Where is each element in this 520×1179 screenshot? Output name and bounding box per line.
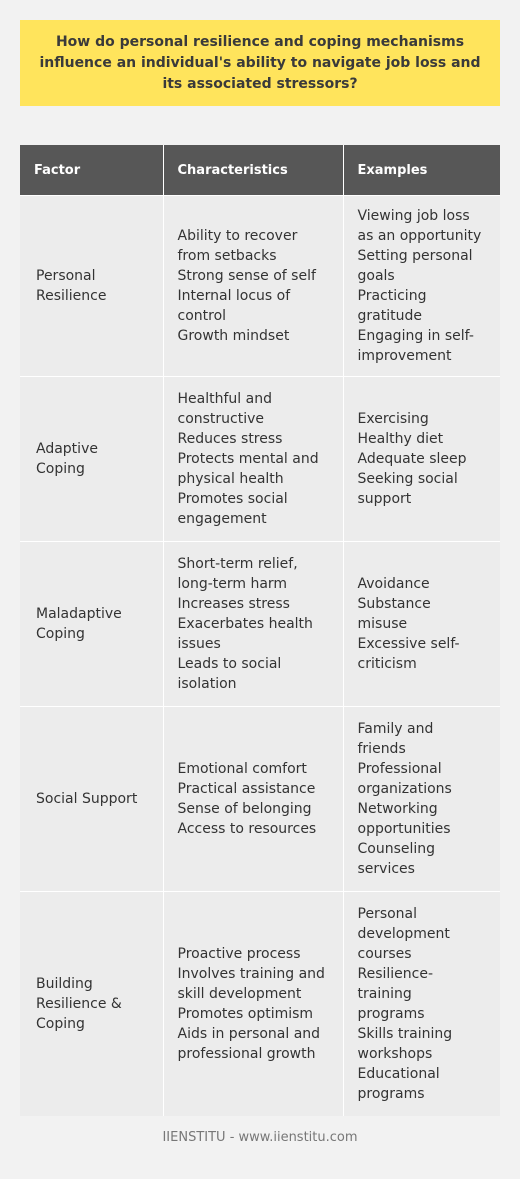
example-line: Viewing job loss bbox=[357, 208, 470, 224]
example-line: gratitude bbox=[357, 308, 422, 324]
characteristic-line: Strong sense of self bbox=[177, 268, 316, 284]
example-line: programs bbox=[357, 1005, 425, 1022]
example-line: Setting personal bbox=[357, 248, 473, 264]
characteristics-cell bbox=[163, 377, 343, 542]
characteristics-cell bbox=[163, 542, 343, 707]
characteristics-cell bbox=[163, 196, 343, 377]
example-line: misuse bbox=[357, 616, 408, 632]
characteristic-line: control bbox=[177, 308, 227, 324]
characteristic-line: Growth mindset bbox=[177, 328, 290, 344]
table-row bbox=[20, 707, 500, 892]
characteristic-line: engagement bbox=[177, 511, 267, 527]
characteristic-line: skill development bbox=[177, 985, 302, 1002]
factor-line: Maladaptive bbox=[36, 606, 122, 622]
table-row bbox=[20, 196, 500, 377]
example-line: services bbox=[357, 861, 415, 877]
characteristic-line: isolation bbox=[177, 676, 237, 692]
characteristics-cell bbox=[163, 892, 343, 1116]
characteristic-line: Access to resources bbox=[177, 821, 317, 837]
example-line: Seeking social bbox=[357, 471, 458, 487]
example-line: organizations bbox=[357, 781, 452, 797]
factor-line: Adaptive bbox=[36, 441, 98, 457]
factor-line: Resilience & bbox=[36, 995, 122, 1012]
page-title: How do personal resilience and coping mechanisms influence an individual's ability to navigate job loss and its associated stressors? bbox=[39, 33, 481, 92]
characteristic-line: Reduces stress bbox=[177, 431, 283, 447]
examples-cell bbox=[343, 196, 500, 377]
table-header-row bbox=[20, 145, 500, 196]
factor-cell bbox=[20, 892, 163, 1116]
title-banner bbox=[20, 20, 500, 106]
characteristic-line: Promotes optimism bbox=[177, 1005, 314, 1022]
characteristic-line: Ability to recover bbox=[177, 228, 298, 244]
example-line: Exercising bbox=[357, 411, 429, 427]
characteristics-cell bbox=[163, 707, 343, 892]
example-line: Personal bbox=[357, 905, 418, 922]
characteristic-line: physical health bbox=[177, 471, 284, 487]
example-line: Practicing bbox=[357, 288, 427, 304]
characteristic-line: professional growth bbox=[177, 1045, 316, 1062]
factor-line: Personal bbox=[36, 268, 96, 284]
header-characteristics: Characteristics bbox=[163, 145, 343, 196]
example-line: opportunities bbox=[357, 821, 451, 837]
factors-table bbox=[20, 145, 500, 1116]
table-row bbox=[20, 892, 500, 1116]
characteristic-line: Leads to social bbox=[177, 656, 282, 672]
characteristic-line: Exacerbates health bbox=[177, 616, 313, 632]
example-line: Professional bbox=[357, 761, 442, 777]
header-factor: Factor bbox=[20, 145, 163, 196]
factor-cell bbox=[20, 377, 163, 542]
characteristic-line: Involves training and bbox=[177, 965, 325, 982]
characteristic-line: Internal locus of bbox=[177, 288, 291, 304]
characteristic-line: Emotional comfort bbox=[177, 761, 307, 777]
characteristic-line: Sense of belonging bbox=[177, 801, 312, 817]
examples-cell bbox=[343, 377, 500, 542]
example-line: Counseling bbox=[357, 841, 436, 857]
example-line: training bbox=[357, 985, 412, 1002]
header-examples: Examples bbox=[343, 145, 500, 196]
example-line: development bbox=[357, 925, 450, 942]
example-line: Engaging in self- bbox=[357, 328, 474, 344]
examples-cell bbox=[343, 707, 500, 892]
characteristic-line: Aids in personal and bbox=[177, 1025, 321, 1042]
factor-cell bbox=[20, 707, 163, 892]
example-line: goals bbox=[357, 268, 395, 284]
characteristic-line: Short-term relief, bbox=[177, 556, 298, 572]
factor-cell bbox=[20, 196, 163, 377]
example-line: workshops bbox=[357, 1045, 433, 1062]
characteristic-line: Increases stress bbox=[177, 596, 290, 612]
example-line: Substance bbox=[357, 596, 431, 612]
factor-line: Coping bbox=[36, 1015, 85, 1032]
examples-cell bbox=[343, 892, 500, 1116]
factor-cell bbox=[20, 542, 163, 707]
characteristic-line: long-term harm bbox=[177, 576, 288, 592]
example-line: Avoidance bbox=[357, 576, 430, 592]
characteristic-line: Proactive process bbox=[177, 945, 301, 962]
example-line: Family and bbox=[357, 721, 434, 737]
characteristic-line: issues bbox=[177, 636, 221, 652]
table-row bbox=[20, 377, 500, 542]
characteristic-line: constructive bbox=[177, 411, 265, 427]
example-line: Excessive self- bbox=[357, 636, 460, 652]
characteristic-line: from setbacks bbox=[177, 248, 277, 264]
characteristic-line: Protects mental and bbox=[177, 451, 319, 467]
factor-line: Coping bbox=[36, 626, 85, 642]
characteristic-line: Healthful and bbox=[177, 391, 272, 407]
factor-line: Resilience bbox=[36, 288, 107, 304]
table-row bbox=[20, 542, 500, 707]
factor-line: Building bbox=[36, 975, 93, 992]
example-line: Networking bbox=[357, 801, 438, 817]
example-line: friends bbox=[357, 741, 406, 757]
examples-cell bbox=[343, 542, 500, 707]
example-line: Healthy diet bbox=[357, 431, 444, 447]
example-line: Educational bbox=[357, 1065, 440, 1082]
example-line: Resilience- bbox=[357, 965, 434, 982]
example-line: courses bbox=[357, 945, 412, 962]
example-line: improvement bbox=[357, 348, 452, 364]
example-line: programs bbox=[357, 1085, 425, 1102]
example-line: support bbox=[357, 491, 412, 507]
characteristic-line: Promotes social bbox=[177, 491, 288, 507]
footer-credit: IIENSTITU - www.iienstitu.com bbox=[162, 1130, 358, 1145]
example-line: as an opportunity bbox=[357, 228, 482, 244]
example-line: criticism bbox=[357, 656, 417, 672]
factor-line: Coping bbox=[36, 461, 85, 477]
factor-line: Social Support bbox=[36, 791, 138, 807]
characteristic-line: Practical assistance bbox=[177, 781, 316, 797]
example-line: Skills training bbox=[357, 1025, 453, 1042]
example-line: Adequate sleep bbox=[357, 451, 467, 467]
